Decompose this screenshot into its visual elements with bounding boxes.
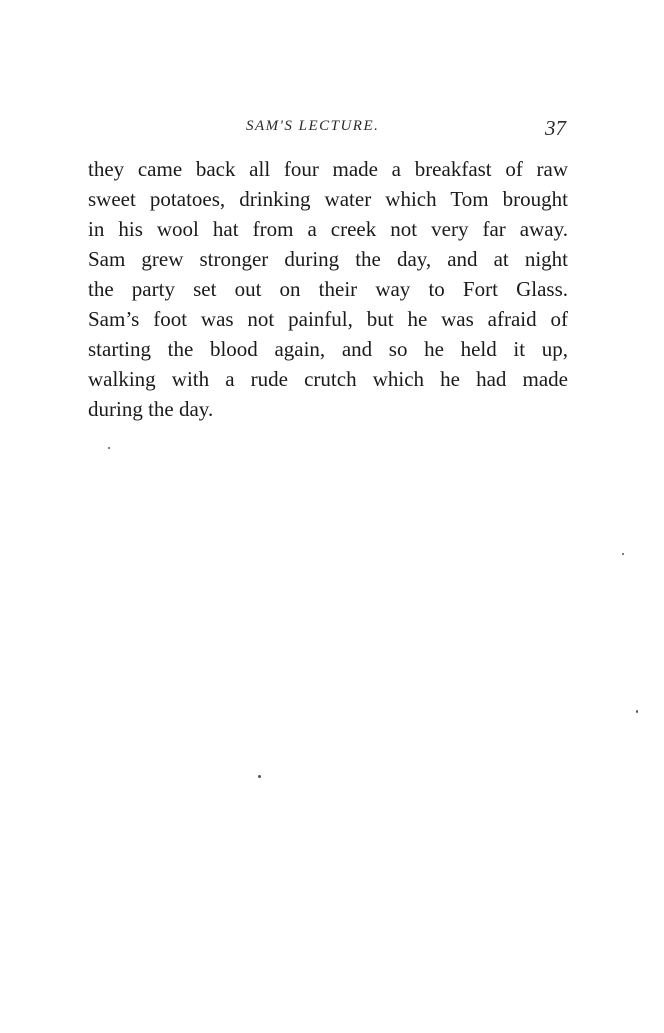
scan-speck	[636, 710, 638, 713]
text-line: starting the blood again, and so he held it up,	[88, 337, 568, 361]
text-line: Sam’s foot was not painful, but he was afraid of	[88, 307, 568, 331]
scan-speck	[108, 447, 110, 449]
scan-speck	[258, 775, 261, 778]
text-line: Sam grew stronger during the day, and at night	[88, 247, 568, 271]
text-line: sweet potatoes, drinking water which Tom brought	[88, 187, 568, 211]
text-line: the party set out on their way to Fort Glass.	[88, 277, 568, 301]
running-title: SAM'S LECTURE.	[246, 118, 380, 134]
text-line: walking with a rude crutch which he had made	[88, 367, 568, 391]
page-number: 37	[545, 116, 566, 140]
body-text	[88, 154, 568, 424]
page-header	[0, 118, 664, 142]
text-line: they came back all four made a breakfast of raw	[88, 157, 568, 181]
text-line: in his wool hat from a creek not very far away.	[88, 217, 568, 241]
scan-speck	[622, 553, 624, 555]
text-line: during the day.	[88, 397, 214, 421]
